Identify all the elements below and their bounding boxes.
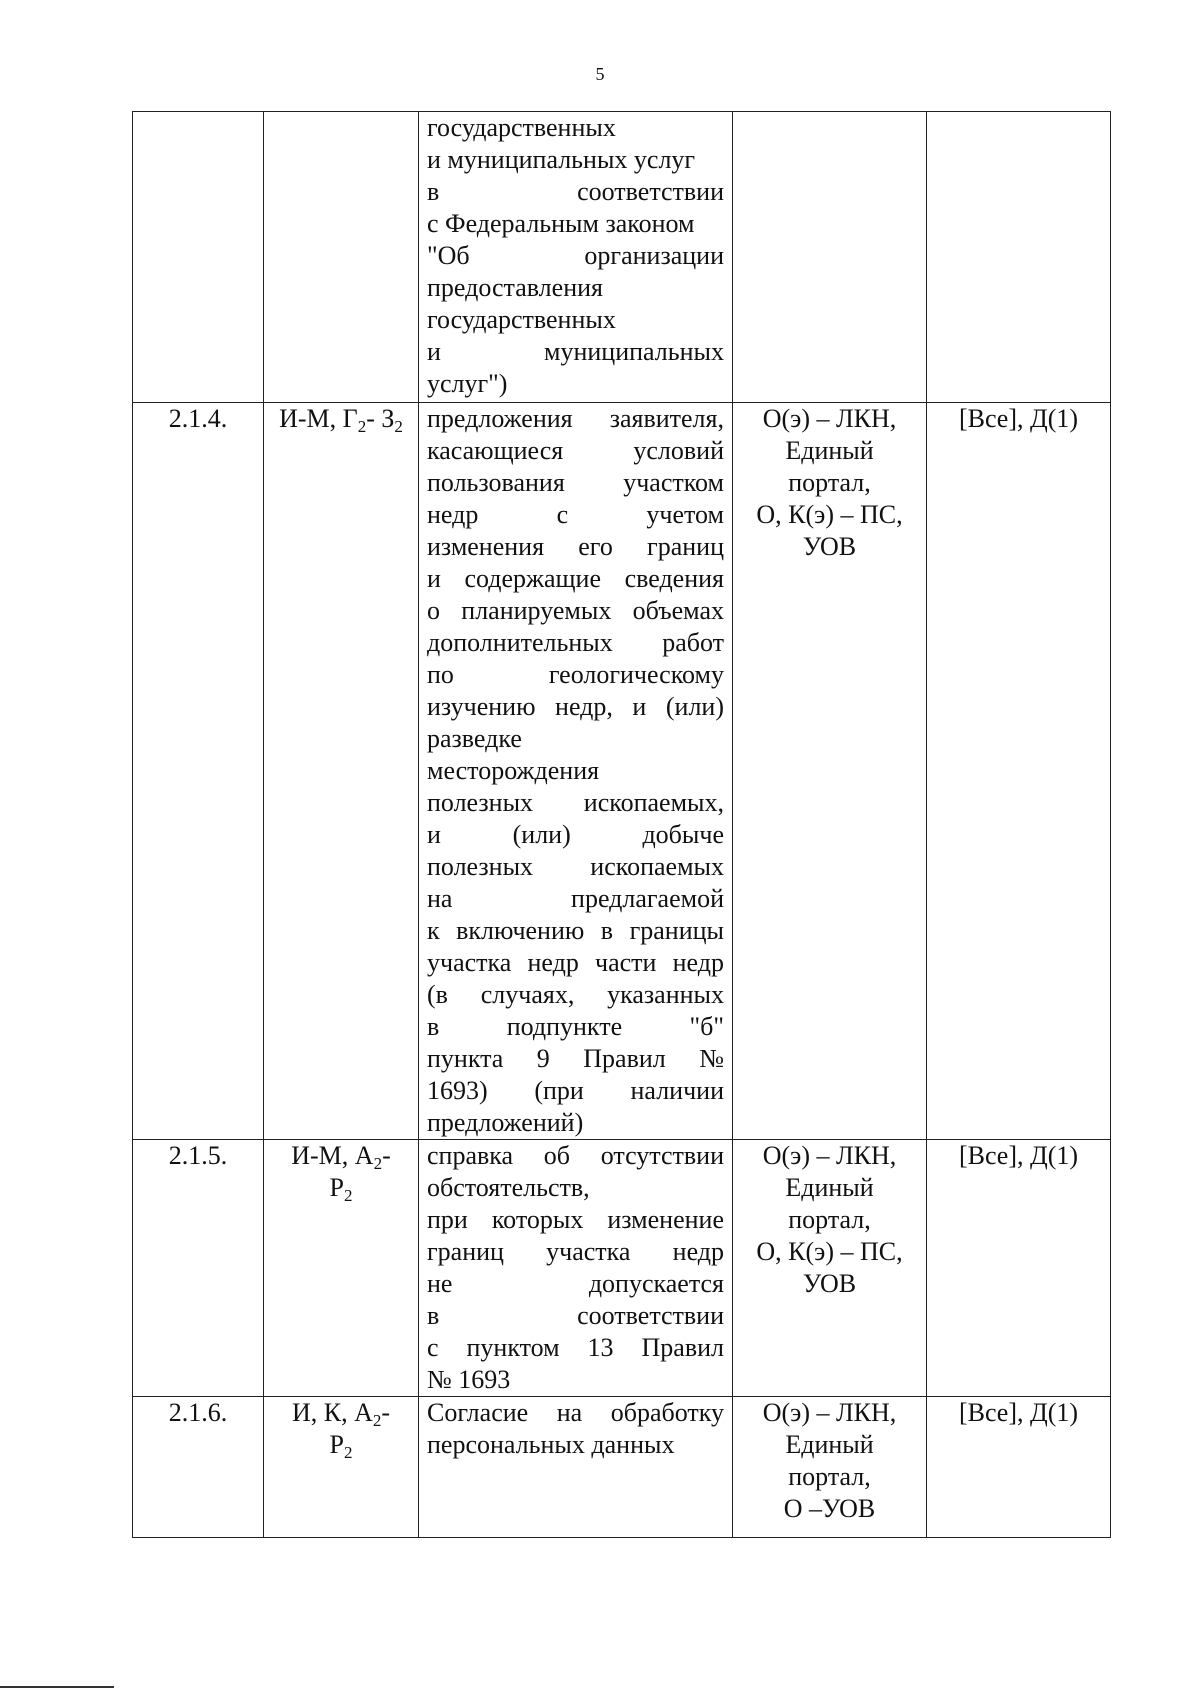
description-line: не допускается xyxy=(427,1269,724,1298)
item-code-line: $Р_2$ xyxy=(329,1173,353,1204)
description-line: недр с учетом xyxy=(427,500,724,529)
description-line: в соответствии xyxy=(427,1301,724,1330)
description-line: по геологическому xyxy=(427,660,724,689)
description-line: государственных xyxy=(427,113,616,142)
item-number: 2.1.4. xyxy=(168,404,228,433)
table-row xyxy=(133,112,1111,403)
item-form-cell xyxy=(733,403,927,1140)
form-line: портал, xyxy=(788,1205,871,1234)
description-line: предложения заявителя, xyxy=(427,404,724,433)
form-line: УОВ xyxy=(802,532,857,561)
item-number-cell xyxy=(133,403,264,1140)
description-line: с пунктом 13 Правил xyxy=(427,1333,724,1362)
form-line: Единый xyxy=(785,1430,874,1459)
description-line: полезных ископаемых xyxy=(427,852,724,881)
description-line: месторождения xyxy=(427,756,600,785)
document-table xyxy=(132,111,1111,1538)
item-code-line: И-М, $А_2-$ xyxy=(291,1141,391,1172)
item-form-cell xyxy=(733,1397,927,1538)
description-line: и (или) добыче xyxy=(427,820,724,849)
form-line: О(э) – ЛКН, xyxy=(762,1141,897,1170)
description-line: государственных xyxy=(427,305,616,334)
description-line: и муниципальных услуг xyxy=(427,145,696,174)
description-line: к включению в границы xyxy=(427,916,724,945)
table-row xyxy=(133,1140,1111,1397)
description-line: границ участка недр xyxy=(427,1237,724,1266)
description-line: участка недр части недр xyxy=(427,948,724,977)
page-number: 5 xyxy=(595,64,605,84)
item-code-line: И, К, $А_2-$ xyxy=(291,1398,391,1429)
item-description-cell xyxy=(419,1140,733,1397)
description-line: в соответствии xyxy=(427,177,724,206)
description-line: и содержащие сведения xyxy=(427,564,724,593)
footer-rule xyxy=(0,1686,114,1688)
description-line: и муниципальных xyxy=(427,337,724,366)
description-line: о планируемых объемах xyxy=(427,596,724,625)
item-number-cell xyxy=(133,1397,264,1538)
form-line: портал, xyxy=(788,1462,871,1491)
item-number: 2.1.5. xyxy=(168,1141,228,1170)
description-line: с Федеральным законом xyxy=(427,209,695,238)
description-line: (в случаях, указанных xyxy=(427,980,724,1009)
item-code: И-М, $Г_2-$ $З_2$ xyxy=(279,404,403,436)
item-who: [Все], Д(1) xyxy=(958,1141,1079,1170)
description-line: разведке xyxy=(427,724,522,753)
item-description-cell xyxy=(419,1397,733,1538)
description-line: справка об отсутствии xyxy=(427,1141,724,1170)
description-line: при которых изменение xyxy=(427,1205,724,1234)
item-number-cell xyxy=(133,1140,264,1397)
item-code-cell xyxy=(264,112,419,403)
item-number-cell xyxy=(133,112,264,403)
form-line: О, К(э) – ПС, xyxy=(756,500,903,529)
form-line: Единый xyxy=(785,436,874,465)
description-line: предоставления xyxy=(427,273,603,302)
description-line: 1693) (при наличии xyxy=(427,1076,724,1105)
description-line: дополнительных работ xyxy=(427,628,724,657)
form-line: портал, xyxy=(788,468,871,497)
item-form-cell xyxy=(733,1140,927,1397)
description-line: касающиеся условий xyxy=(427,436,724,465)
form-line: О, К(э) – ПС, xyxy=(756,1237,903,1266)
item-who-cell xyxy=(927,403,1111,1140)
item-number: 2.1.6. xyxy=(168,1398,228,1427)
item-code-line: $Р_2$ xyxy=(329,1430,353,1461)
description-line: изменения его границ xyxy=(427,532,724,561)
item-description-cell xyxy=(419,112,733,403)
table-row xyxy=(133,1397,1111,1538)
item-who: [Все], Д(1) xyxy=(958,1398,1079,1427)
description-line: Согласие на обработку xyxy=(427,1398,724,1427)
item-who-cell xyxy=(927,112,1111,403)
form-line: УОВ xyxy=(802,1269,857,1298)
item-who-cell xyxy=(927,1140,1111,1397)
form-line: О(э) – ЛКН, xyxy=(762,404,897,433)
form-line: Единый xyxy=(785,1173,874,1202)
description-line: предложений) xyxy=(427,1108,584,1137)
description-line: пользования участком xyxy=(427,468,724,497)
item-code-cell xyxy=(264,1397,419,1538)
item-code-cell xyxy=(264,1140,419,1397)
item-who: [Все], Д(1) xyxy=(958,404,1079,433)
description-line: обстоятельств, xyxy=(427,1173,590,1202)
description-line: изучению недр, и (или) xyxy=(427,692,724,721)
description-line: "Об организации xyxy=(427,241,724,270)
description-line: услуг") xyxy=(427,369,508,398)
description-line: персональных данных xyxy=(427,1430,675,1459)
item-who-cell xyxy=(927,1397,1111,1538)
table-row xyxy=(133,403,1111,1140)
item-description-cell xyxy=(419,403,733,1140)
form-line: О(э) – ЛКН, xyxy=(762,1398,897,1427)
item-form-cell xyxy=(733,112,927,403)
form-line: О –УОВ xyxy=(783,1494,876,1523)
description-line: в подпункте "б" xyxy=(427,1012,724,1041)
item-code-cell xyxy=(264,403,419,1140)
description-line: № 1693 xyxy=(427,1365,511,1394)
description-line: на предлагаемой xyxy=(427,884,724,913)
description-line: полезных ископаемых, xyxy=(427,788,724,817)
description-line: пункта 9 Правил № xyxy=(427,1044,724,1073)
